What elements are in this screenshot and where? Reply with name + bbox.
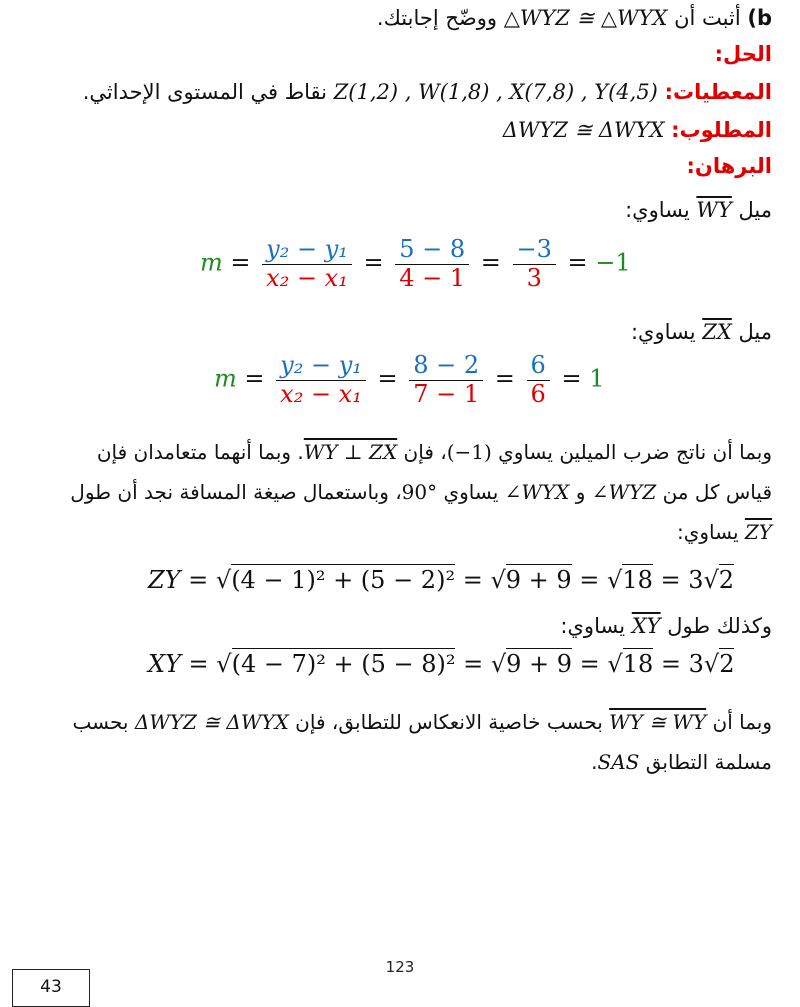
givens-row: [20, 80, 772, 104]
conclusion-text-c: بحسب خاصية الانعكاس للتطابق، فإن: [288, 710, 610, 734]
formula-numerator: y₂ − y₁: [276, 352, 366, 381]
xy-prefix: وكذلك طول: [660, 614, 772, 638]
slope-wy-prefix: ميل: [731, 198, 772, 222]
simplified-denominator: 3: [526, 263, 542, 292]
givens-label: المعطيات:: [664, 80, 772, 104]
segment-zx: $\overline{ZX}$: [702, 320, 732, 344]
slope-zx-equation: m = $\frac{\text{y₂ − y₁}}{\text{x₂ − x₁}}$ = $\frac{8 - 2}{7 - 1}$ = $\frac{6}{6}$ = 1: [214, 351, 605, 408]
para1-text-2c: و: [569, 480, 592, 504]
substituted-fraction: [395, 236, 469, 292]
slope-symbol: m: [214, 364, 237, 393]
perpendicular-line-2: [20, 480, 772, 504]
para1-text-c: ، فإن: [397, 440, 447, 464]
conclusion-line-1: [20, 710, 772, 734]
zy-distance-equation: ZY = √(4 − 1)² + (5 − 2)² = √9 + 9 = √18 = 3√2: [148, 566, 735, 594]
segment-xy: $\overline{XY}$: [631, 614, 661, 638]
xy-intro: [20, 614, 772, 638]
zy-radicand-3: 18: [622, 566, 653, 594]
conclusion-text-2a: مسلمة التطابق: [639, 750, 772, 774]
xy-lhs: XY =: [148, 650, 217, 678]
required-statement: ΔWYZ ≅ ΔWYX: [502, 118, 665, 142]
proof-heading-row: [20, 154, 772, 178]
perpendicular-statement: WY ⊥ ZX: [303, 440, 398, 464]
simplified-fraction: [513, 236, 556, 292]
slope-formula-fraction: [262, 236, 352, 292]
substituted-numerator: 5 − 8: [395, 236, 469, 265]
conclusion-period: .: [591, 750, 598, 774]
xy-radicand-4: 2: [719, 650, 735, 678]
slope-symbol: m: [200, 248, 223, 277]
para1-text-a: وبما أن ناتج ضرب الميلين يساوي: [491, 440, 772, 464]
substituted-denominator: 4 − 1: [399, 263, 466, 292]
zy-radicand: (4 − 1)² + (5 − 2)²: [231, 566, 456, 594]
slope-zx-prefix: ميل: [731, 320, 772, 344]
segment-zy: $\overline{ZY}$: [744, 520, 772, 544]
xy-radicand-3: 18: [622, 650, 654, 678]
required-row: [20, 118, 772, 142]
slope-formula-fraction: [276, 352, 366, 408]
formula-denominator: x₂ − x₁: [280, 379, 362, 408]
para1-text-2e: يساوي: [437, 480, 505, 504]
conclusion-text-a: وبما أن: [706, 710, 772, 734]
substituted-fraction: [409, 352, 483, 408]
solution-heading: الحل:: [714, 42, 772, 66]
perpendicular-line-3: [20, 520, 772, 544]
para1-text-3: يساوي:: [676, 520, 745, 544]
zy-radicand-2: 9 + 9: [505, 566, 572, 594]
required-label: المطلوب:: [671, 118, 772, 142]
sas-postulate: SAS: [597, 750, 640, 774]
simplified-numerator: 6: [527, 352, 550, 381]
substituted-denominator: 7 − 1: [413, 379, 480, 408]
slope-wy-equation: m = $\frac{\text{y₂ − y₁}}{\text{x₂ − x₁}}$ = $\frac{5 - 8}{4 - 1}$ = $\frac{-3}{3}$ = −1: [200, 235, 631, 292]
question-label: b): [747, 6, 772, 30]
xy-coefficient: = 3: [653, 650, 704, 678]
para1-text-2a: قياس كل من: [656, 480, 772, 504]
slope-result: 1: [589, 364, 605, 393]
formula-denominator: x₂ − x₁: [266, 263, 348, 292]
para1-text-2g: ، وباستعمال صيغة المسافة نجد أن طول: [70, 480, 402, 504]
question-b: [20, 6, 772, 30]
xy-radicand: (4 − 7)² + (5 − 8)²: [231, 650, 456, 678]
givens-points: Z(1,2) , W(1,8) , X(7,8) , Y(4,5): [333, 80, 658, 104]
simplified-fraction: [527, 352, 550, 408]
slope-wy-intro: [20, 198, 772, 222]
angle-wyz: ∠WYZ: [591, 480, 657, 504]
conclusion-text-e: بحسب: [72, 710, 135, 734]
xy-equals: =: [455, 650, 491, 678]
xy-equals-2: =: [572, 650, 608, 678]
simplified-numerator: −3: [513, 236, 556, 265]
page-number: 123: [385, 958, 415, 976]
simplified-denominator: 6: [530, 379, 546, 408]
xy-radicand-2: 9 + 9: [506, 650, 573, 678]
triangle-wyx: △WYX: [600, 6, 668, 30]
formula-numerator: y₂ − y₁: [262, 236, 352, 265]
xy-suffix: يساوي:: [560, 614, 632, 638]
triangle-wyz: △WYZ: [503, 6, 570, 30]
segment-wy: $\overline{WY}$: [696, 198, 732, 222]
para1-text-e: . وبما أنهما متعامدان فإن: [96, 440, 304, 464]
slope-result: −1: [595, 248, 631, 277]
reflexive-statement: WY ≅ WY: [609, 710, 707, 734]
givens-text: نقاط في المستوى الإحداثي.: [82, 80, 334, 104]
zy-equals: =: [455, 566, 491, 594]
substituted-numerator: 8 − 2: [409, 352, 483, 381]
page-box-number: 43: [12, 969, 90, 1007]
slope-zx-suffix: يساوي:: [630, 320, 703, 344]
right-angle-measure: 90°: [401, 480, 438, 504]
slope-zx-intro: [20, 320, 772, 344]
solution-heading-row: [20, 42, 772, 66]
angle-wyx: ∠WYX: [504, 480, 570, 504]
slope-wy-suffix: يساوي:: [625, 198, 697, 222]
xy-distance-equation: XY = √(4 − 7)² + (5 − 8)² = √9 + 9 = √18 = 3√2: [148, 650, 735, 678]
zy-coefficient: = 3: [652, 566, 704, 594]
conclusion-line-2: [20, 750, 772, 774]
zy-radicand-4: 2: [718, 566, 735, 594]
question-text: أثبت أن: [667, 6, 741, 30]
zy-lhs: ZY =: [148, 566, 216, 594]
congruent-symbol: ≅: [569, 6, 601, 30]
zy-equals-2: =: [571, 566, 608, 594]
congruence-conclusion: ΔWYZ ≅ ΔWYX: [134, 710, 289, 734]
perpendicular-line-1: [20, 440, 772, 464]
proof-heading: البرهان:: [686, 154, 772, 178]
question-tail: ووضّح إجابتك.: [376, 6, 504, 30]
slope-product: (−1): [446, 440, 492, 464]
